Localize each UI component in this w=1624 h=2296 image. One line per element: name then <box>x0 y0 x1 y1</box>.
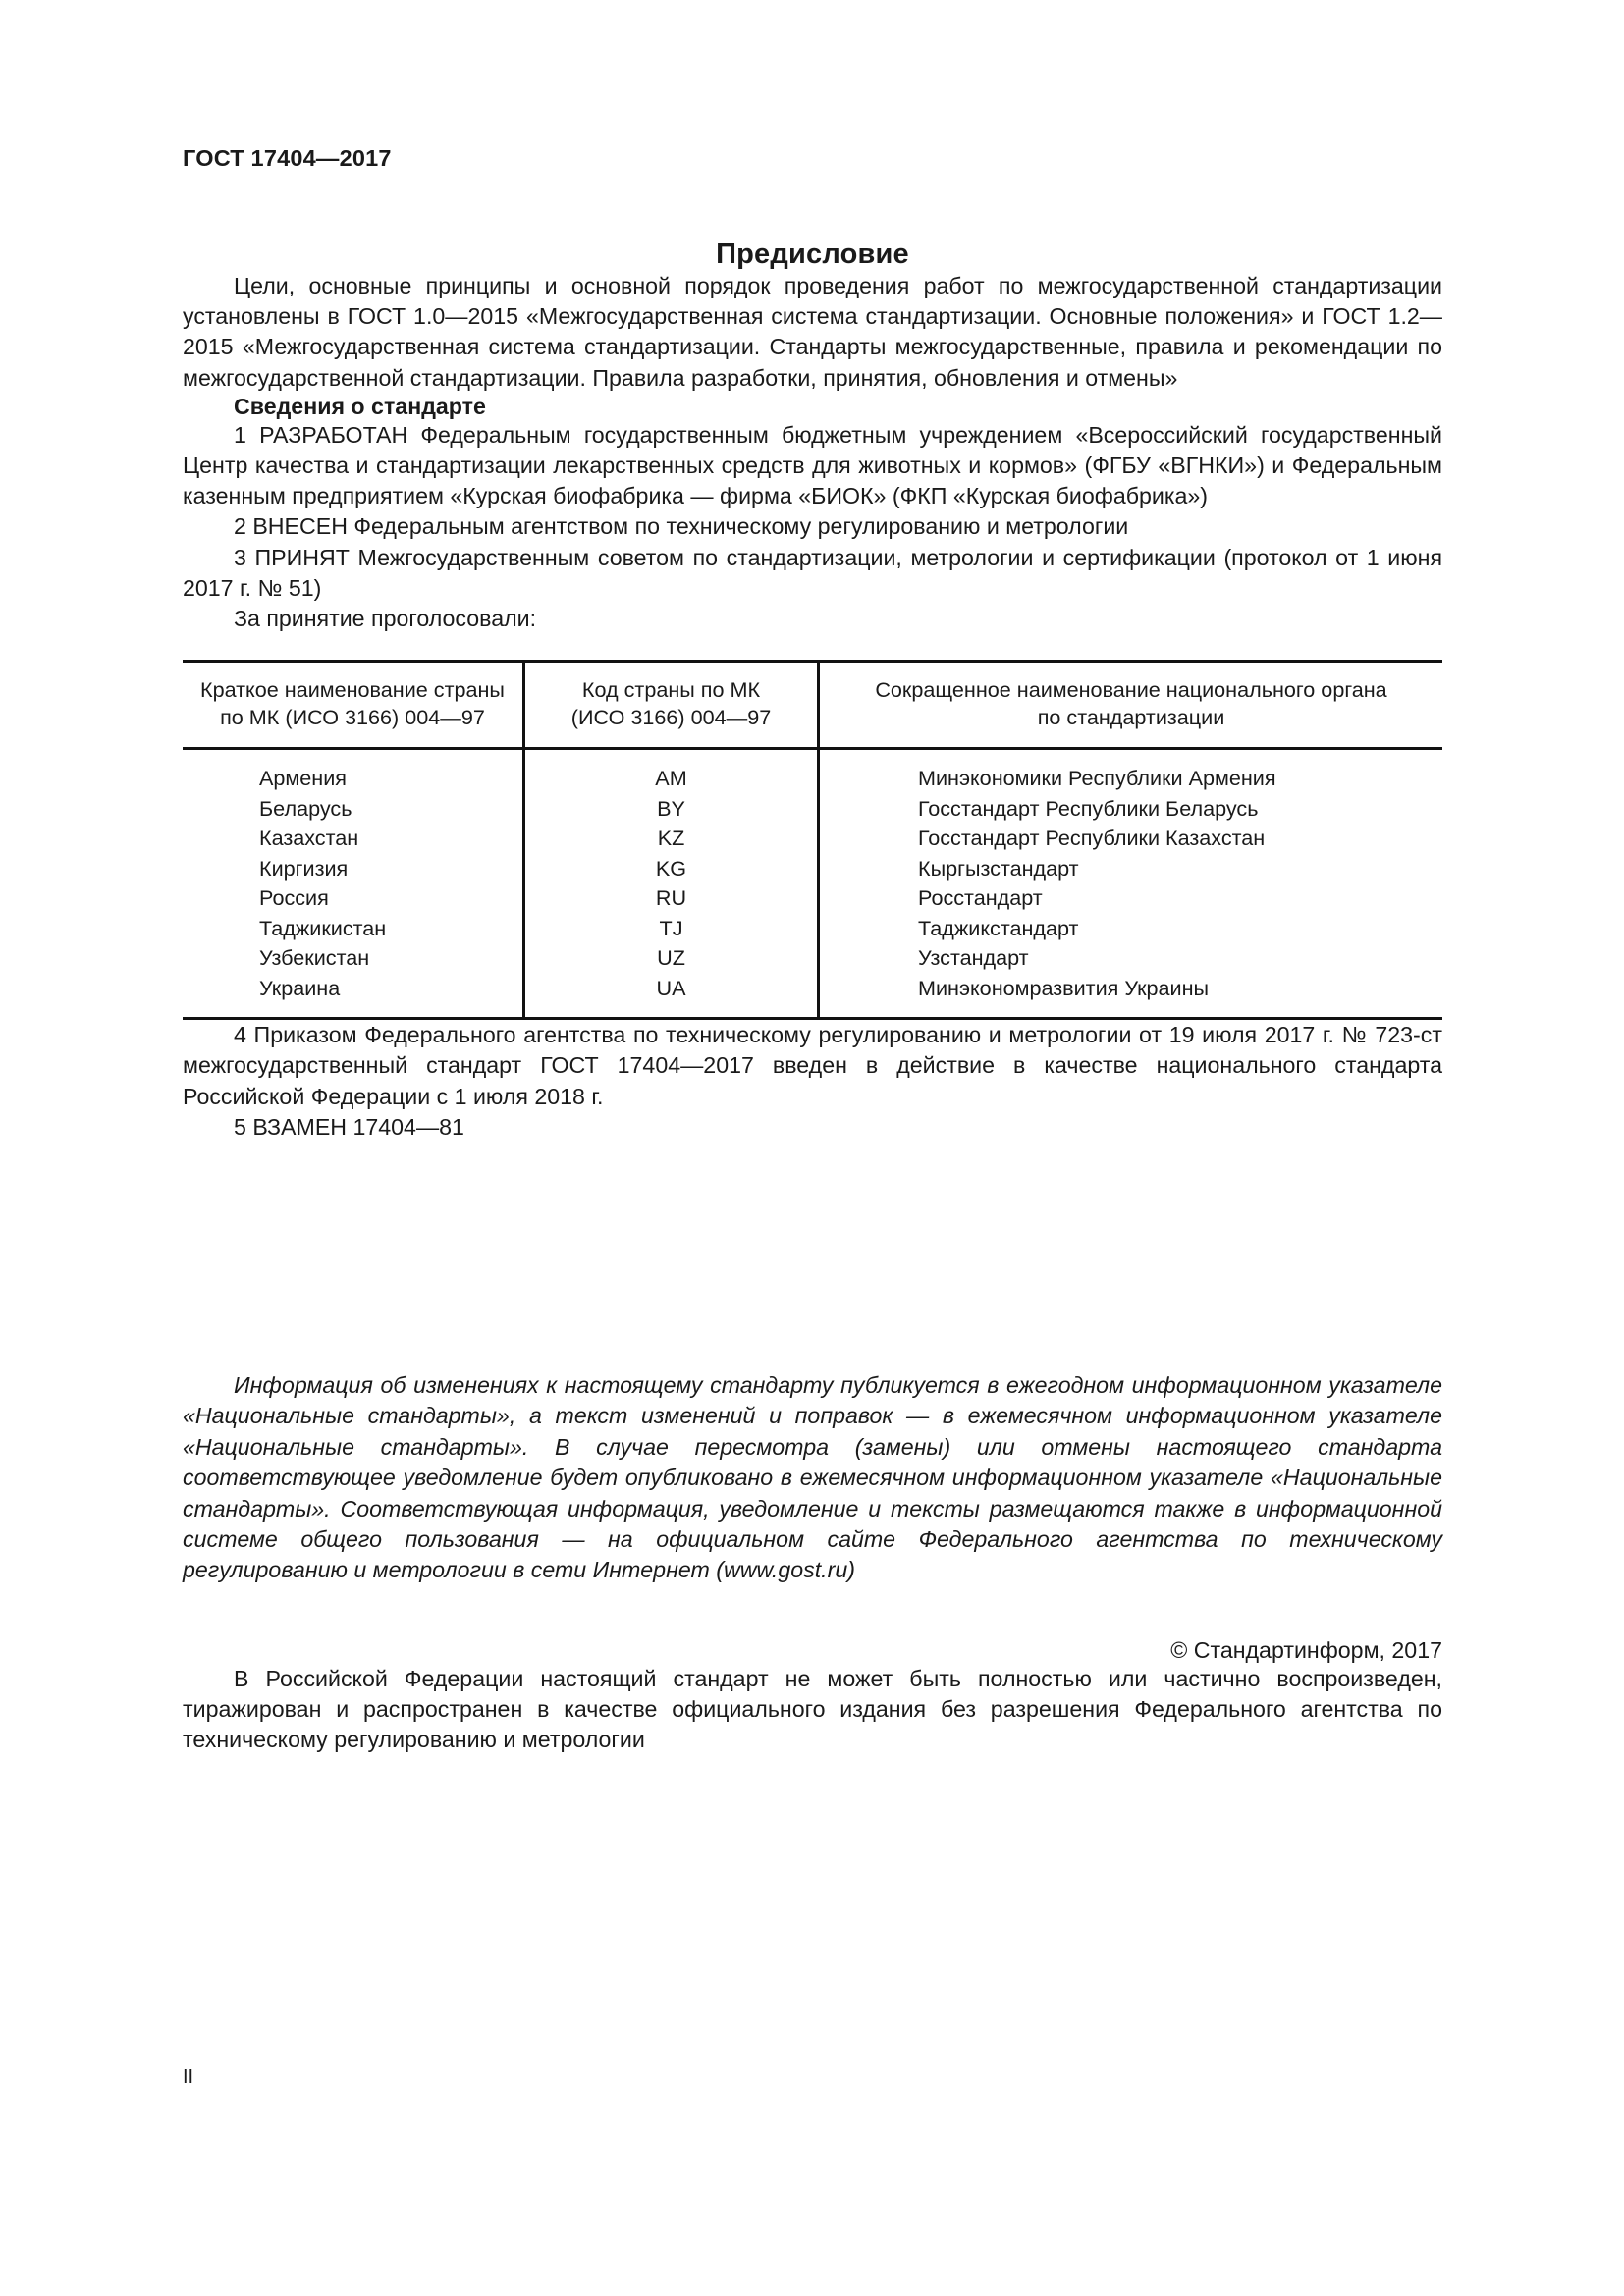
country-code: UA <box>656 975 686 1000</box>
running-head-standard-number: ГОСТ 17404—2017 <box>183 145 392 171</box>
country-code: UZ <box>657 945 685 971</box>
national-body: Госстандарт Республики Беларусь <box>918 795 1259 821</box>
page-content <box>183 0 1442 1756</box>
page-number: II <box>183 2066 194 2088</box>
standard-info-item-3: 3 ПРИНЯТ Межгосударственным советом по стандартизации, метрологии и сертификации (протокол от 1 июня 2017 г. № 51) <box>183 544 1442 601</box>
national-body: Госстандарт Республики Казахстан <box>918 826 1266 851</box>
country-name: Таджикистан <box>259 915 387 940</box>
header-line: Краткое наименование страны <box>200 677 505 703</box>
standard-info-item-4: 4 Приказом Федерального агентства по техническому регулированию и метрологии от 19 июля 2017 г. № 723-ст межгосударственный стандарт ГОСТ 17404—2017 введен в действие в качестве национального стандарта Российской Федерации с 1 июля 2018 г. <box>183 1022 1442 1109</box>
standard-info-item-1: 1 РАЗРАБОТАН Федеральным государственным бюджетным учреждением «Всероссийский государственный Центр качества и стандартизации лекарственных средств для животных и кормов» (ФГБУ «ВГНКИ») и Федеральным казенным предприятием «Курская биофабрика — фирма «БИОК» (ФКП «Курская биофабрика») <box>183 421 1442 509</box>
vote-table-body <box>183 749 1442 1019</box>
vote-table-countries-cell <box>183 749 524 1019</box>
vote-intro-text: За принятие проголосовали: <box>234 606 537 632</box>
intro-paragraph: Цели, основные принципы и основной порядок проведения работ по межгосударственной стандартизации установлены в ГОСТ 1.0—2015 «Межгосударственная система стандартизации. Основные положения» и ГОСТ 1.2—2015 «Межгосударственная система стандартизации. Стандарты межгосударственные, правила и рекомендации по межгосударственной стандартизации. Правила разработки, принятия, обновления и отмены» <box>183 273 1442 391</box>
standard-info-item-2: 2 ВНЕСЕН Федеральным агентством по техническому регулированию и метрологии <box>234 513 1129 540</box>
country-name: Узбекистан <box>259 945 370 971</box>
country-code: TJ <box>659 915 683 940</box>
vertical-spacer <box>183 1143 1442 1370</box>
header-line: по стандартизации <box>1037 705 1225 730</box>
vote-table-bodies-cell <box>819 749 1443 1019</box>
country-code: AM <box>655 766 687 791</box>
vote-table-header-country <box>183 662 524 749</box>
copyright-line: © Стандартинформ, 2017 <box>1170 1636 1442 1663</box>
vote-table-header-code <box>524 662 819 749</box>
table-row <box>183 749 1442 1019</box>
vote-table-header-body <box>819 662 1443 749</box>
standard-info-item-5: 5 ВЗАМЕН 17404—81 <box>234 1113 464 1140</box>
standard-info-heading: Сведения о стандарте <box>234 393 486 419</box>
page-title: Предисловие <box>716 239 909 270</box>
country-code: BY <box>657 795 685 821</box>
national-body: Узстандарт <box>918 945 1029 971</box>
vote-table-header-row <box>183 662 1442 749</box>
header-line: по МК (ИСО 3166) 004—97 <box>220 705 485 730</box>
header-line: Код страны по МК <box>581 677 761 703</box>
national-body: Минэкономразвития Украины <box>918 975 1210 1000</box>
country-code: KZ <box>657 826 685 851</box>
country-code: KG <box>655 855 687 881</box>
country-name: Беларусь <box>259 795 352 821</box>
country-name: Россия <box>259 885 329 911</box>
country-code: RU <box>655 885 687 911</box>
amendment-notice: Информация об изменениях к настоящему стандарту публикуется в ежегодном информационном указателе «Национальные стандарты», а текст изменений и поправок — в ежемесячном информационном указателе «Национальные стандарты». В случае пересмотра (замены) или отмены настоящего стандарта соответствующее уведомление будет опубликовано в ежемесячном информационном указателе «Национальные стандарты». Соответствующая информация, уведомление и тексты размещаются также в информационной системе общего пользования — на официальном сайте Федерального агентства по техническому регулированию и метрологии в сети Интернет (www.gost.ru) <box>183 1372 1442 1583</box>
reproduction-notice: В Российской Федерации настоящий стандарт не может быть полностью или частично воспроизведен, тиражирован и распространен в качестве официального издания без разрешения Федерального агентства по техническому регулированию и метрологии <box>183 1665 1442 1753</box>
national-body: Таджикстандарт <box>918 915 1079 940</box>
country-name: Казахстан <box>259 826 359 851</box>
country-name: Украина <box>259 975 341 1000</box>
header-line: Сокращенное наименование национального органа <box>875 677 1387 703</box>
vote-table-wrapper <box>183 660 1442 1020</box>
vote-table-head <box>183 662 1442 749</box>
country-name: Армения <box>259 766 347 791</box>
vote-table <box>183 660 1442 1020</box>
vote-table-codes-cell <box>524 749 819 1019</box>
header-line: (ИСО 3166) 004—97 <box>570 705 772 730</box>
national-body: Кыргызстандарт <box>918 855 1079 881</box>
national-body: Росстандарт <box>918 885 1043 911</box>
country-name: Киргизия <box>259 855 349 881</box>
national-body: Минэкономики Республики Армения <box>918 766 1276 791</box>
